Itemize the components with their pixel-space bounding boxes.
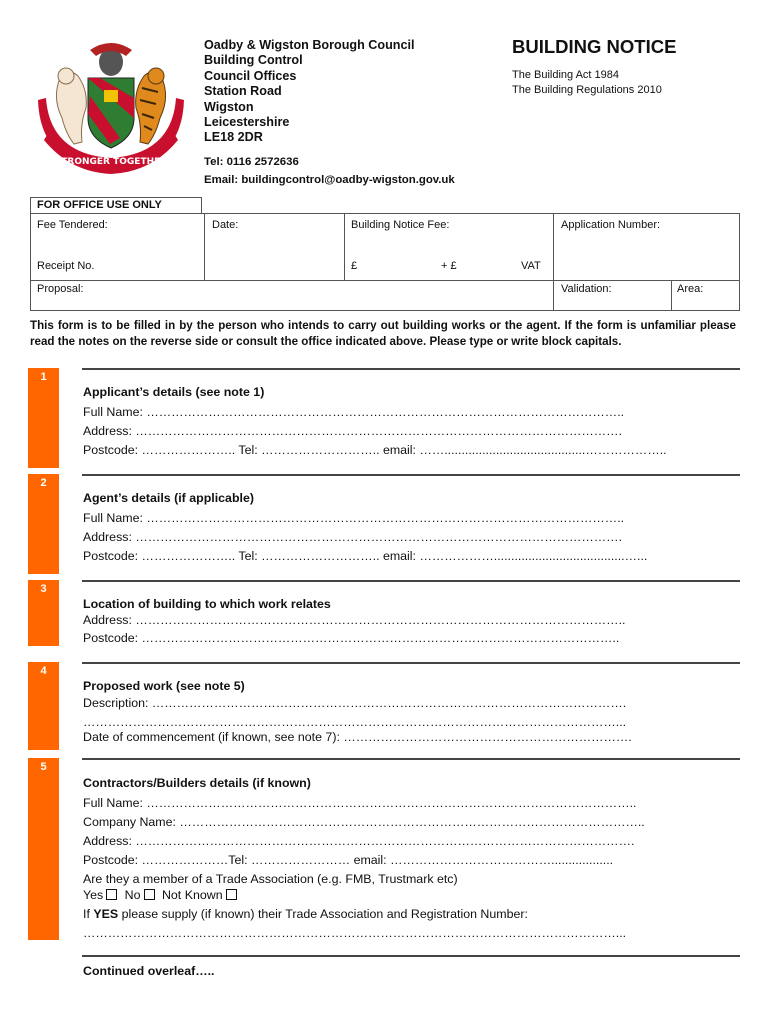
table-divider [31,280,739,281]
section-heading: Location of building to which work relates [83,597,331,611]
section-number: 5 [28,758,59,940]
trade-association-question: Are they a member of a Trade Association (e.g. FMB, Trustmark etc) [83,872,458,886]
applicant-address-field[interactable]: Address: ………………………………………………………………………………………………………. [83,424,623,438]
building-notice-fee-label: Building Notice Fee: [351,219,450,231]
agent-address-field[interactable]: Address: ………………………………………………………………………………………………………. [83,530,623,544]
council-address [204,38,414,146]
building-postcode-field[interactable]: Postcode: …………………………………………………………………………………………………….. [83,631,620,645]
table-divider [204,214,205,280]
proposal-label: Proposal: [37,283,84,295]
application-number-label: Application Number: [561,219,661,231]
section-divider [82,662,740,664]
registration-number-field[interactable]: …………………………………………………………………………………………………………………... [83,926,627,940]
section-heading: Agent’s details (if applicable) [83,491,254,505]
table-divider [671,280,672,311]
contractor-address-field[interactable]: Address: …………………………………………………………………………………………………………. [83,834,635,848]
section-number: 2 [28,474,59,574]
no-label: No [124,888,141,902]
section-number: 4 [28,662,59,750]
not-known-label: Not Known [161,888,223,902]
council-address-line: Building Control [204,53,303,68]
council-contact [204,153,455,189]
yes-checkbox[interactable] [106,889,117,900]
validation-label: Validation: [561,283,612,295]
applicant-postcode-tel-email-field[interactable]: Postcode: ………………….. Tel: ……………………….. email: …….........................................……………….. [83,443,667,457]
section-heading: Contractors/Builders details (if known) [83,776,311,790]
council-crest-logo [30,38,192,176]
registration-number-instruction: please supply (if known) their Trade Association and Registration Number: [121,907,528,921]
office-use-table [30,213,740,311]
fee-tendered-label: Fee Tendered: [37,219,108,231]
building-address-field[interactable]: Address: ……………………………………………………………………………………………………….. [83,613,626,627]
work-description-field[interactable]: Description: ……………………………………………………………………………………………………. [83,696,627,710]
section-number: 3 [28,580,59,646]
trade-association-options [83,888,241,902]
table-divider [344,214,345,280]
agent-full-name-field[interactable]: Full Name: …………………………………………………………………………………………………….. [83,511,625,525]
agent-postcode-tel-email-field[interactable]: Postcode: ………………….. Tel: ……………………….. email: ………………......................................…... [83,549,648,563]
section-building-location [28,580,740,658]
document-title: BUILDING NOTICE [512,36,677,57]
vat-pound-sign: + £ [441,260,457,272]
no-checkbox[interactable] [144,889,155,900]
council-telephone: Tel: 0116 2572636 [204,156,299,168]
yes-label: Yes [83,888,104,902]
council-address-line: Oadby & Wigston Borough Council [204,38,415,52]
section-proposed-work [28,662,740,756]
work-description-continuation-field[interactable]: …………………………………………………………………………………………………………………... [83,715,627,729]
legislation-references [512,68,662,97]
receipt-no-label: Receipt No. [37,260,95,272]
date-label: Date: [212,219,239,231]
contractor-company-name-field[interactable]: Company Name: ………………………………………………………………………………………………….. [83,815,645,829]
section-divider [82,955,740,957]
section-divider [82,368,740,370]
act-reference: The Building Regulations 2010 [512,83,662,96]
council-address-line: Station Road [204,84,282,99]
commencement-date-field[interactable]: Date of commencement (if known, see note 7): ……………………………………………………………. [83,730,632,744]
contractor-postcode-tel-email-field[interactable]: Postcode: …………………Tel: …………………… email: ………………………………….................. [83,853,614,867]
vat-label: VAT [521,260,541,272]
section-number: 1 [28,368,59,468]
act-reference: The Building Act 1984 [512,69,620,81]
area-label: Area: [677,283,704,295]
table-divider [553,214,554,311]
svg-text:STRONGER TOGETHER: STRONGER TOGETHER [54,157,168,167]
section-applicant-details [28,368,740,468]
section-heading: Proposed work (see note 5) [83,679,245,693]
yes-emphasis: YES [93,907,119,921]
fee-pound-sign: £ [351,260,358,272]
section-agent-details [28,474,740,574]
section-divider [82,474,740,476]
if-prefix: If [83,907,90,921]
council-address-line: Council Offices [204,68,297,83]
section-divider [82,580,740,582]
section-contractor-details [28,758,740,942]
council-address-line: LE18 2DR [204,130,263,145]
continued-overleaf-note: Continued overleaf….. [83,964,215,978]
council-address-line: Leicestershire [204,115,290,130]
office-use-label: FOR OFFICE USE ONLY [30,197,202,213]
contractor-full-name-field[interactable]: Full Name: ……………………………………………………………………………………………………….. [83,796,637,810]
section-heading: Applicant’s details (see note 1) [83,385,265,399]
applicant-full-name-field[interactable]: Full Name: …………………………………………………………………………………………………….. [83,405,625,419]
form-instructions: This form is to be filled in by the person who intends to carry out building works or the agent. If the form is unfamiliar please read the notes on the reverse side or consult the office indicated above. Please type or write block capitals. [30,319,736,348]
not-known-checkbox[interactable] [226,889,237,900]
council-email: Email: buildingcontrol@oadby-wigston.gov.uk [204,174,455,186]
registration-number-prompt [83,907,528,921]
council-address-line: Wigston [204,99,254,114]
section-divider [82,758,740,760]
